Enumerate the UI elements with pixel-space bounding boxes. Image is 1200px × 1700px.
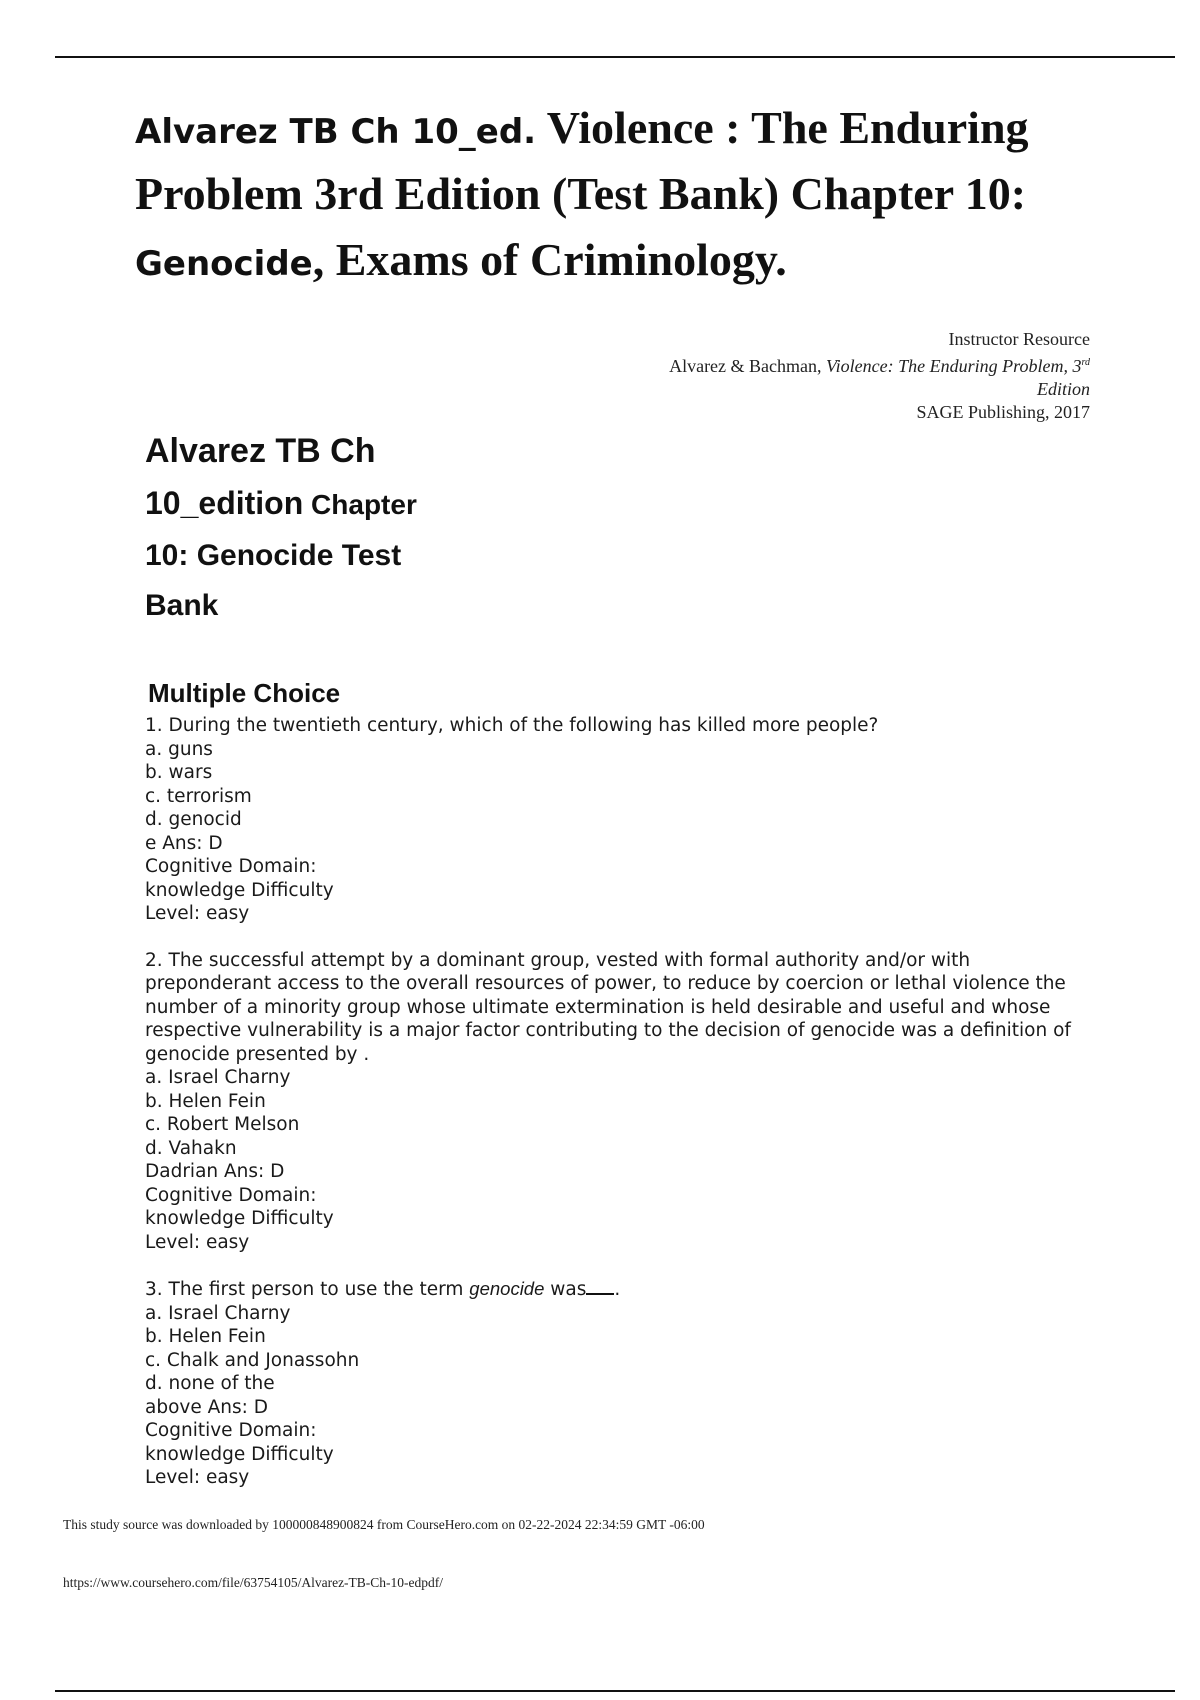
question-line: Level: easy: [145, 1467, 250, 1488]
question-line: Cognitive Domain:: [145, 1420, 317, 1441]
download-note: This study source was downloaded by 100000848900824 from CourseHero.com on 02-22-2024 22:34:59 GMT -06:00: [63, 1517, 705, 1532]
resource-line-2: Alvarez & Bachman, Violence: The Enduring Problem, 3rd: [669, 356, 1090, 376]
question-line: knowledge Difficulty: [145, 1443, 334, 1465]
question-line: c. Robert Melson: [145, 1114, 300, 1135]
bottom-rule: [55, 1690, 1175, 1692]
question-line: d. Vahakn: [145, 1137, 237, 1159]
resource-line-1: Instructor Resource: [948, 329, 1090, 349]
title-part-2: Violence : The Enduring Problem 3rd Edition (Test Bank) Chapter 10:: [135, 102, 1029, 219]
question-line: a. guns: [145, 738, 213, 760]
instructor-resource-block: [669, 328, 1090, 424]
question-line: above Ans: D: [145, 1396, 268, 1418]
question-line: d. none of the: [145, 1373, 275, 1394]
question-line: b. Helen Fein: [145, 1090, 266, 1112]
question-line: knowledge Difficulty: [145, 879, 334, 901]
question-line: Level: easy: [145, 903, 250, 924]
question-line: e Ans: D: [145, 832, 223, 854]
source-url[interactable]: https://www.coursehero.com/file/63754105/Alvarez-TB-Ch-10-edpdf/: [63, 1575, 444, 1590]
question-line: knowledge Difficulty: [145, 1208, 334, 1229]
resource-line-4: SAGE Publishing, 2017: [916, 402, 1090, 422]
question-stem: 2. The successful attempt by a dominant group, vested with formal authority and/or with preponderant access to the overall resources of power, to reduce by coercion or lethal violence the number of a minority group whose ultimate extermination is held desirable and useful and whose respective vulnerability is a major factor contributing to the decision of genocide was a definition of genocide presented by .: [145, 949, 1071, 1065]
subtitle-line-4: Bank: [145, 589, 219, 622]
document-title: [135, 100, 1095, 298]
title-part-3: Genocide: [135, 244, 313, 284]
question-line: Level: easy: [145, 1231, 250, 1253]
subtitle-line-3: 10: Genocide Test: [145, 539, 402, 572]
answer-blank: [586, 1278, 614, 1295]
question-1: [145, 714, 1075, 926]
top-rule: [55, 56, 1175, 58]
title-part-1: Alvarez TB Ch 10_ed.: [135, 112, 537, 152]
subtitle-line-1: Alvarez TB Ch: [145, 432, 376, 470]
question-line: b. wars: [145, 762, 213, 783]
question-stem: 1. During the twentieth century, which of the following has killed more people?: [145, 715, 879, 736]
question-line: a. Israel Charny: [145, 1302, 291, 1324]
subtitle-line-2: 10_edition Chapter: [145, 485, 417, 521]
resource-line-3: Edition: [1037, 379, 1090, 399]
question-line: a. Israel Charny: [145, 1067, 291, 1088]
question-line: Cognitive Domain:: [145, 856, 317, 877]
question-stem: 3. The first person to use the term genocide was .: [145, 1278, 621, 1300]
title-part-4: , Exams of Criminology.: [312, 234, 787, 285]
question-line: c. Chalk and Jonassohn: [145, 1349, 360, 1371]
question-line: d. genocid: [145, 809, 242, 830]
section-heading: Multiple Choice: [148, 678, 341, 708]
question-2: [145, 949, 1075, 1255]
question-3: [145, 1277, 1075, 1490]
question-line: Cognitive Domain:: [145, 1184, 317, 1206]
question-line: c. terrorism: [145, 785, 252, 807]
question-list: [145, 714, 1075, 1513]
chapter-subtitle: [145, 425, 417, 631]
question-line: Dadrian Ans: D: [145, 1161, 285, 1182]
question-line: b. Helen Fein: [145, 1326, 266, 1347]
